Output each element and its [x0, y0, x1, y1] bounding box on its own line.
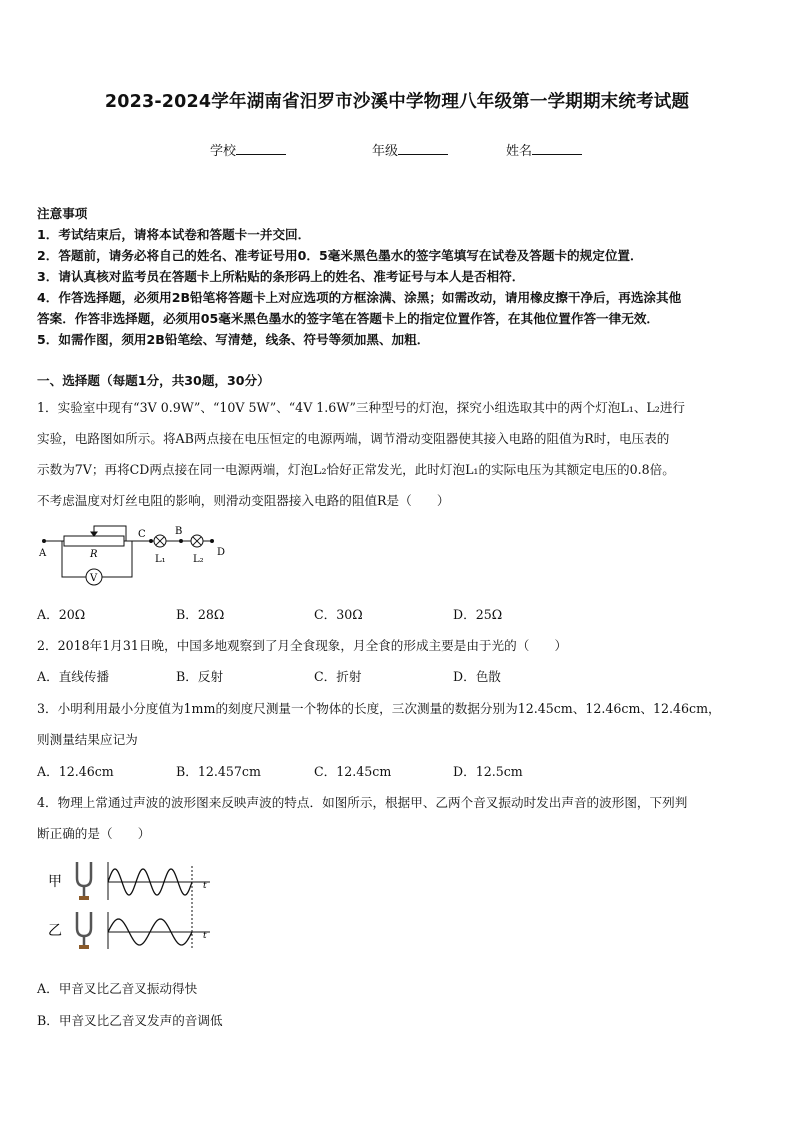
grade-blank[interactable] — [398, 142, 448, 155]
q1-option-b[interactable]: B．28Ω — [176, 607, 225, 622]
q4-waveform-figure — [44, 856, 224, 956]
label-b: B — [175, 526, 183, 537]
label-jia: 甲 — [48, 874, 62, 890]
q4-line: 4．物理上常通过声波的波形图来反映声波的特点．如图所示，根据甲、乙两个音叉振动时发出声音的波形图，下列判 — [37, 795, 688, 810]
label-c: C — [138, 529, 146, 540]
note-item: 1．考试结束后，请将本试卷和答题卡一并交回． — [37, 227, 311, 242]
q3-line: 3．小明利用最小分度值为1mm的刻度尺测量一个物体的长度，三次测量的数据分别为12.45cm、12.46cm、12.46cm， — [37, 701, 721, 716]
q3-option-b[interactable]: B．12.457cm — [176, 764, 261, 779]
school-field[interactable] — [210, 140, 286, 159]
q1-option-c[interactable]: C．30Ω — [314, 607, 363, 622]
q1-line: 实验，电路图如所示。将AB两点接在电压恒定的电源两端，调节滑动变阻器使其接入电路的阻值为R时，电压表的 — [37, 431, 670, 446]
label-d: D — [217, 547, 226, 558]
q1-circuit-diagram — [36, 520, 236, 590]
q2-option-c[interactable]: C．折射 — [314, 669, 362, 684]
school-blank[interactable] — [236, 142, 286, 155]
q3-option-d[interactable]: D．12.5cm — [453, 764, 523, 779]
note-item: 3．请认真核对监考员在答题卡上所粘贴的条形码上的姓名、准考证号与本人是否相符． — [37, 269, 525, 284]
notes-heading: 注意事项 — [37, 206, 88, 221]
q2-option-a[interactable]: A．直线传播 — [37, 669, 110, 684]
section-heading: 一、选择题（每题1分，共30题，30分） — [37, 373, 270, 388]
q4-option-b[interactable]: B．甲音叉比乙音叉发声的音调低 — [37, 1013, 223, 1028]
page-title: 2023-2024学年湖南省汨罗市沙溪中学物理八年级第一学期期末统考试题 — [104, 92, 690, 112]
label-r: R — [90, 549, 98, 560]
q2-option-d[interactable]: D．色散 — [453, 669, 501, 684]
resistor-symbol — [64, 536, 124, 546]
name-blank[interactable] — [532, 142, 582, 155]
note-item: 答案．作答非选择题，必须用05毫米黑色墨水的签字笔在答题卡上的指定位置作答，在其他位置作答一律无效． — [37, 311, 660, 326]
q2-option-b[interactable]: B．反射 — [176, 669, 224, 684]
note-item: 4．作答选择题，必须用2B铅笔将答题卡上对应选项的方框涂满、涂黑；如需改动，请用橡皮擦干净后，再选涂其他 — [37, 290, 682, 305]
q3-line: 则测量结果应记为 — [37, 732, 138, 747]
grade-field[interactable] — [372, 140, 448, 159]
label-v: V — [90, 573, 98, 584]
name-field[interactable] — [506, 140, 582, 159]
q1-line: 示数为7V；再将CD两点接在同一电源两端，灯泡L₂恰好正常发光，此时灯泡L₁的实际电压为其额定电压的0.8倍。 — [37, 462, 675, 477]
label-a: A — [39, 548, 47, 559]
grade-label: 年级 — [372, 144, 399, 159]
label-l2: L₂ — [193, 554, 204, 565]
note-item: 2．答题前，请务必将自己的姓名、准考证号用0．5毫米黑色墨水的签字笔填写在试卷及答题卡的规定位置． — [37, 248, 643, 263]
q3-option-c[interactable]: C．12.45cm — [314, 764, 392, 779]
label-l1: L₁ — [155, 554, 166, 565]
q3-option-a[interactable]: A．12.46cm — [37, 764, 114, 779]
tuning-fork-icon — [77, 912, 91, 945]
q1-option-a[interactable]: A．20Ω — [37, 607, 86, 622]
q1-line: 1．实验室中现有“3V 0.9W”、“10V 5W”、“4V 1.6W”三种型号的灯泡，探究小组选取其中的两个灯泡L₁、L₂进行 — [37, 400, 686, 415]
name-label: 姓名 — [506, 144, 533, 159]
time-axis-label: t — [203, 881, 207, 891]
tuning-fork-icon — [77, 862, 91, 896]
note-item: 5．如需作图，须用2B铅笔绘、写清楚，线条、符号等须加黑、加粗． — [37, 332, 430, 347]
q4-line: 断正确的是（ ） — [37, 826, 151, 841]
label-yi: 乙 — [48, 923, 62, 939]
q4-option-a[interactable]: A．甲音叉比乙音叉振动得快 — [37, 981, 198, 996]
q2-text: 2．2018年1月31日晚，中国多地观察到了月全食现象，月全食的形成主要是由于光的（ ） — [37, 638, 568, 653]
q1-line: 不考虑温度对灯丝电阻的影响，则滑动变阻器接入电路的阻值R是（ ） — [37, 493, 450, 508]
school-label: 学校 — [210, 144, 237, 159]
time-axis-label: t — [203, 931, 207, 941]
q1-option-d[interactable]: D．25Ω — [453, 607, 503, 622]
